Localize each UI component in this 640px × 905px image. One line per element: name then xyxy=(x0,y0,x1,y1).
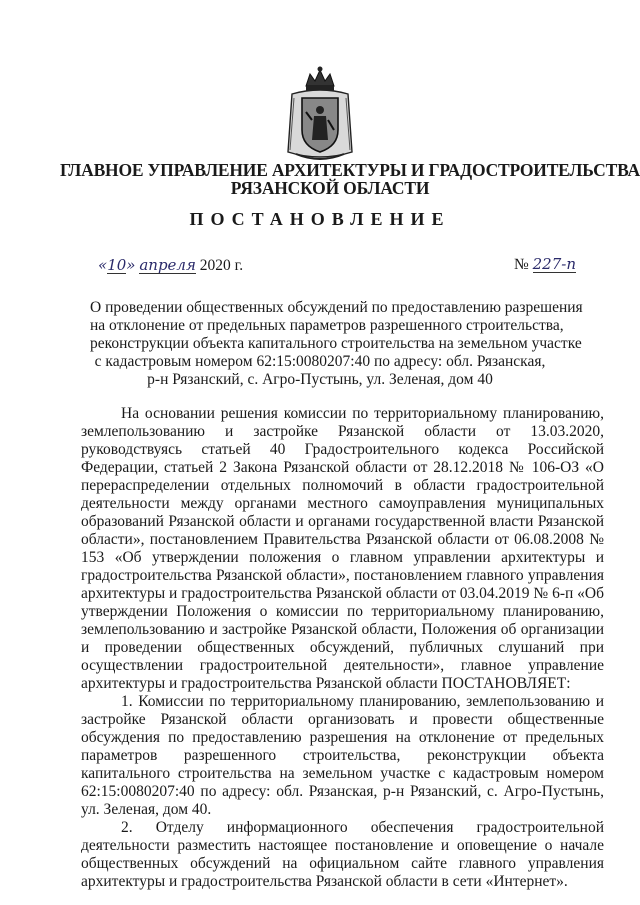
subject-line: р-н Рязанский, с. Агро-Пустынь, ул. Зеленая, дом 40 xyxy=(147,371,493,388)
body-paragraph-item-2: 2. Отделу информационного обеспечения градостроительной деятельности разместить настоящее постановление и оповещение о начале общественных обсуждений на официальном сайте главного управления архитектуры и градостроительства Рязанской области в сети «Интернет». xyxy=(81,819,604,890)
number-value: 227-п xyxy=(532,255,576,273)
document-type-title: ПОСТАНОВЛЕНИЕ xyxy=(189,209,451,229)
date-open-quote: « xyxy=(98,256,108,274)
document-body xyxy=(81,405,604,891)
coat-of-arms-icon xyxy=(282,64,358,164)
document-subject xyxy=(90,299,583,389)
subject-line: на отклонение от предельных параметров разрешенного строительства, xyxy=(90,317,564,334)
date-number-line xyxy=(98,256,576,286)
document-number xyxy=(514,256,576,274)
subject-line: реконструкции объекта капитального строительства на земельном участке xyxy=(90,335,582,352)
date-year: 2020 г. xyxy=(199,257,244,274)
organization-name-line2: РЯЗАНСКОЙ ОБЛАСТИ xyxy=(230,178,430,198)
date-day: 10 xyxy=(107,256,127,274)
number-label: № xyxy=(513,256,529,273)
date-close-quote: » xyxy=(126,256,136,274)
body-paragraph-preamble: На основании решения комиссии по территориальному планированию, землепользованию и застройке Рязанской области от 13.03.2020, руководствуясь статьей 40 Градостроительного кодекса Российской Федерации, статьей 2 Закона Рязанской области от 28.12.2018 № 106-ОЗ «О перераспределении отдельных полномочий в области градостроительной деятельности между органами местного самоуправления муниципальных образований Рязанской области и органами государственной власти Рязанской области», постановлением Правительства Рязанской области от 06.08.2008 № 153 «Об утверждении положения о главном управлении архитектуры и градостроительства Рязанской области», постановлением главного управления архитектуры и градостроительства Рязанской области от 03.04.2019 № 6-п «Об утверждении Положения о комиссии по территориальному планированию, землепользованию и застройке Рязанской области, Положения об организации и проведении общественных обсуждений, публичных слушаний при осуществлении градостроительной деятельности», главное управление архитектуры и градостроительства Рязанской области ПОСТАНОВЛЯЕТ: xyxy=(81,405,604,692)
subject-line: с кадастровым номером 62:15:0080207:40 по адресу: обл. Рязанская, xyxy=(94,353,546,370)
organization-name-line1: ГЛАВНОЕ УПРАВЛЕНИЕ АРХИТЕКТУРЫ И ГРАДОСТРОИТЕЛЬСТВА xyxy=(60,160,640,180)
body-paragraph-item-1: 1. Комиссии по территориальному планированию, землепользованию и застройке Рязанской области организовать и провести общественные обсуждения по предоставлению разрешения на отклонение от предельных параметров разрешенного строительства, реконструкции объекта капитального строительства на земельном участке с кадастровым номером 62:15:0080207:40 по адресу: обл. Рязанская, р-н Рязанский, с. Агро-Пустынь, ул. Зеленая, дом 40. xyxy=(81,693,604,818)
date-month: апреля xyxy=(139,256,196,274)
organization-name xyxy=(60,160,640,198)
document-date xyxy=(98,256,243,275)
subject-line: О проведении общественных обсуждений по предоставлению разрешения xyxy=(90,299,583,316)
